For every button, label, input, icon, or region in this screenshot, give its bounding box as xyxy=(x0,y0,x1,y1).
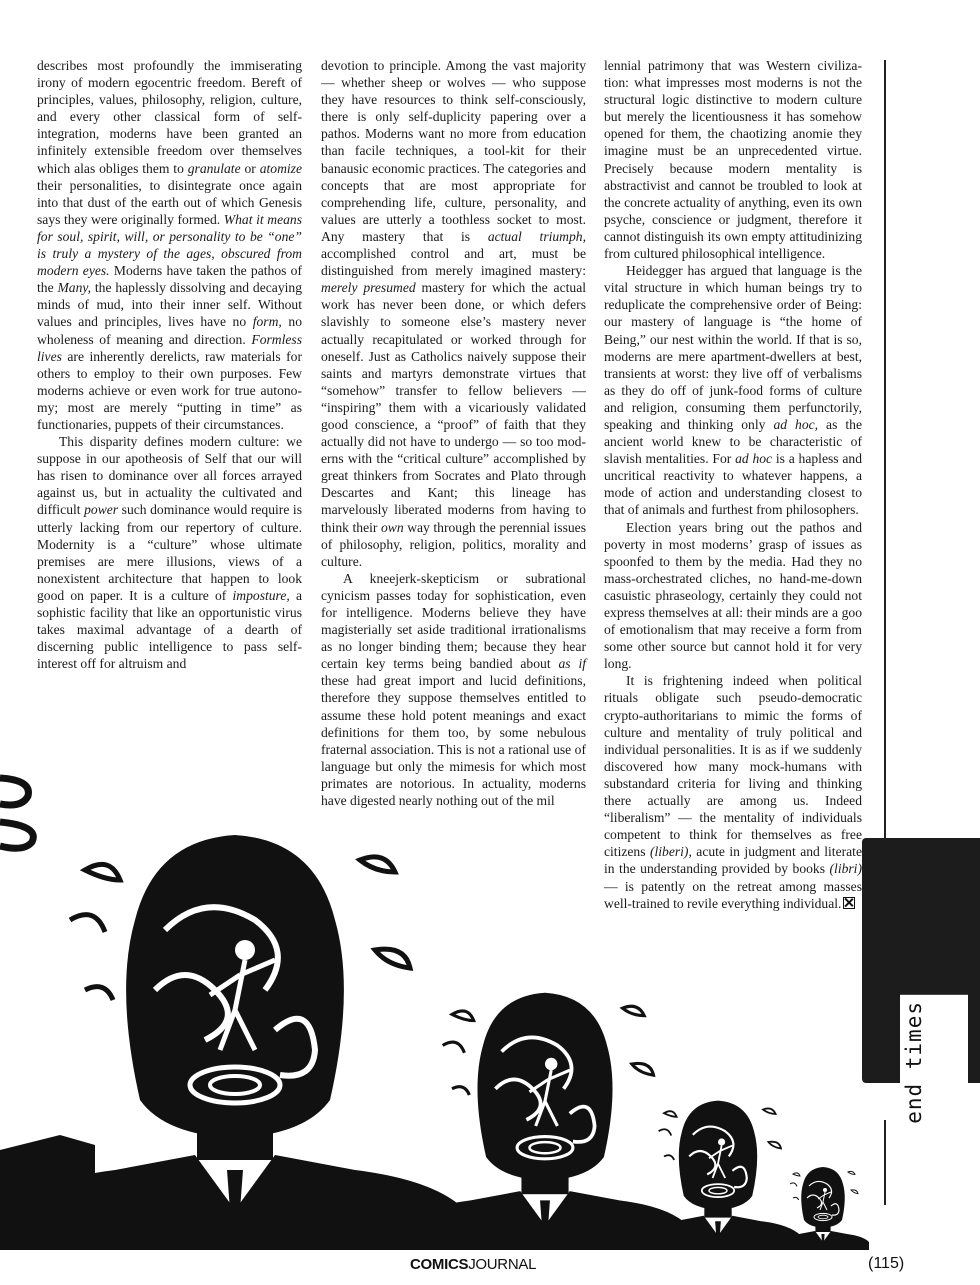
journal-logo: COMICSJOURNAL xyxy=(410,1256,537,1273)
illustration-heads xyxy=(0,760,870,1250)
text-column-1 xyxy=(37,57,302,672)
paragraph: This disparity defines modern culture: we suppose in our apotheosis of Self that our will has risen to dominance over all forces arrayed against us, but in actuality the cultivated and difficult power such dominance would require is utterly lacking from our repertory of culture. Modernity is a “culture” whose ultimate premises are mere illusions, views of a nonexistent architecture that happen to look good on paper. It is a culture of imposture, a sophistic facility that like an opportunistic virus takes maximal advantage of a dearth of discerning public intelligence to pass self-interest off for altruism and xyxy=(37,434,302,672)
paragraph: Election years bring out the pathos and poverty in most moderns’ grasp of issues as spoonfed to them by the media. Had they no mass-orchestrated cliches, no hand-me-down casuistic phraseology, certainly they could not express themselves at all: their minds are a goo of emotionalism that may receive a form from some other source but cannot hold it for very long. xyxy=(604,519,862,672)
figure-head-4 xyxy=(777,1167,869,1250)
text-column-2 xyxy=(321,57,586,809)
figure-head-3 xyxy=(635,1101,801,1250)
figure-head-2 xyxy=(402,993,687,1250)
section-tab-label: end times xyxy=(900,995,968,1130)
column-rule-bottom xyxy=(884,1120,886,1205)
page-number: (115) xyxy=(868,1255,905,1272)
paragraph: It is frightening indeed when political rituals obligate such pseudo-democratic crypto-authoritarians to mimic the forms of culture and mentality of truly political and individual personalities. It is as if we suddenly discovered how many mock-humans with substandard criteria for living and thinking there actually are among us. Indeed “liberalism” — the mentality of individuals competent to think for themselves as free citizens (liberi), acute in judgment and literate in the understanding provided by books (libri) — is patently on the retreat among masses well-trained to revile everything individual. xyxy=(604,673,862,911)
edge-figure-shoulder xyxy=(0,1135,95,1250)
paragraph: lennial patrimony that was Western civilization: what impresses most moderns is not the structural logic distinctive to modern culture but merely the licentiousness it has somehow opened for them, the chaotizing anomie they imagine must be an unprecedented virtue. Precisely because modern mentality is abstractivist and cannot be troubled to look at the concrete actuality of anything, even its own psyche, conscience or judgment, therefore it cannot distinguish its own empty attitudinizing from cultured philosophical intelligence. xyxy=(604,58,862,262)
paragraph: Heidegger has argued that language is the vital structure in which human beings try to reduplicate the comprehensive order of Being: our mastery of language is “the home of Being,” our nest within the world. If that is so, moderns are mere apartment-dwellers at best, transients at worst: they live off of verbalisms as they do off of junk-food forms of culture and religion, consuming them perfunctorily, speaking and thinking only ad hoc, as the ancient world knew to be characteristic of slavish mentalities. For ad hoc is a hapless and uncritical reactivity to whatever happens, a mode of action and understanding closest to that of animals and furthest from philosophers. xyxy=(604,263,862,518)
paragraph: describes most profoundly the immiserating irony of modern egocentric freedom. Bereft of principles, values, philosophy, religion, culture, and every other classical form of self-integration, moderns have been granted an infinitely extensible freedom over themselves which alas obliges them to granulate or atomize their personalities, to disintegrate once again into that dust of the earth out of which Genesis says they were originally formed. What it means for soul, spirit, will, or personality to be “one” is truly a mystery of the ages, obscured from modern eyes. Moderns have taken the pathos of the Many, the haplessly dissolving and decaying minds of mud, into their inner self. Without values and principles, lives have no form, no wholeness of meaning and direction. Formless lives are inherently derelicts, raw materials for others to employ to their own purposes. Few moderns achieve or even work for true autonomy; most are merely “putting in time” as functionaries, puppets of their circumstances. xyxy=(37,58,303,432)
paragraph: A kneejerk-skepticism or subrational cynicism passes today for sophistication, even for intelligence. Moderns believe they have magisterially set aside traditional irrationalisms as no longer binding them; because they hear certain key terms being bandied about as if these had great import and lucid definitions, therefore they suppose themselves entitled to assume these hold potent meanings and exact definitions for them too, by some nebulous fraternal association. This is not a rational use of language but only the mimesis for which most primates are notorious. In actuality, moderns have digested nearly nothing out of the mil xyxy=(321,570,586,809)
paragraph: devotion to principle. Among the vast majority — whether sheep or wolves — who suppose they have resources to think self-consciously, there is only self-duplicity papering over a pathos. Moderns want no more from education than facile techniques, a tool-kit for their banausic economic practices. The categories and concepts that are most appropriate for comprehending life, culture, personality, and values are utterly a toothless socket to most. Any mastery that is actual triumph, accomplished control and art, must be distinguished from merely imagined mastery: merely presumed mastery for which the actual work has never been done, or which defers slavishly to someone else’s mastery never actually recapitulated or worked through for oneself. Just as Catholics naively suppose their saints and martyrs demonstrate virtues that “somehow” transfer to fellow believers — “inspiring” them with a vicariously validated good conscience, a “proof” of faith that they actually did not have to undergo — so too moderns with the “critical culture” accomplished by great thinkers from Socrates and Plato through Descartes and Kant; this lineage has marvelously liberated moderns from having to think their own way through the perennial issues of philosophy, religion, politics, morality and culture. xyxy=(321,58,586,569)
column-rule-top xyxy=(884,60,886,840)
